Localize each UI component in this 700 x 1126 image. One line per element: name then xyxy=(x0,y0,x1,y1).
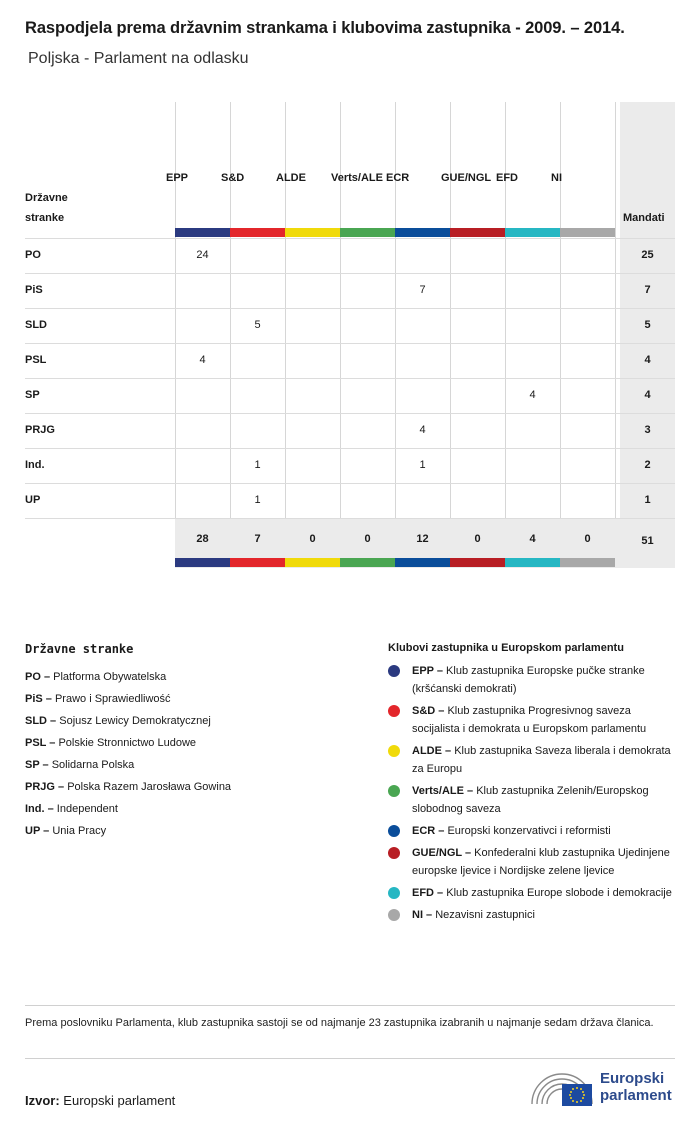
column-total: 28 xyxy=(196,533,209,545)
club-name: Klub zastupnika Zelenih/Europskog slobodnog saveza xyxy=(412,785,649,815)
club-color-bar xyxy=(395,228,450,237)
separator: – xyxy=(44,803,57,815)
table-cell: 1 xyxy=(254,459,261,471)
party-legend xyxy=(25,642,355,842)
column-total: 0 xyxy=(309,533,316,545)
divider xyxy=(25,1005,675,1006)
column-total: 0 xyxy=(584,533,591,545)
table-bottom-rule xyxy=(25,518,675,519)
table-cell: 24 xyxy=(196,249,209,261)
row-total: 5 xyxy=(644,319,651,331)
party-abbr: PSL xyxy=(25,737,47,749)
club-color-bar xyxy=(340,558,395,567)
logo-line-1: Europski xyxy=(600,1070,665,1087)
column-header-label: ALDE xyxy=(275,172,306,184)
row-party-label: PSL xyxy=(25,354,47,366)
column-header-label: GUE/NGL xyxy=(440,172,491,184)
row-total: 7 xyxy=(644,284,651,296)
party-abbr: PRJG xyxy=(25,781,55,793)
party-abbr: SLD xyxy=(25,715,47,727)
club-color-dot-icon xyxy=(388,909,400,921)
page-subtitle: Poljska - Parlament na odlasku xyxy=(28,50,249,67)
club-abbr: NI xyxy=(412,909,423,921)
table-cell: 5 xyxy=(254,319,261,331)
club-color-bar xyxy=(560,228,615,237)
table-cell: 1 xyxy=(254,494,261,506)
club-legend-item xyxy=(388,782,678,818)
party-legend-item xyxy=(25,754,355,776)
row-party-label: SLD xyxy=(25,319,47,331)
column-total: 0 xyxy=(364,533,371,545)
row-party-label: PO xyxy=(25,249,41,261)
divider xyxy=(25,1058,675,1059)
club-color-bar xyxy=(395,558,450,567)
column-header-label: EFD xyxy=(495,172,518,184)
table-cell: 4 xyxy=(529,389,536,401)
column-header-label: Verts/ALE xyxy=(330,172,383,184)
club-legend-item xyxy=(388,906,678,924)
column-header-label: S&D xyxy=(220,172,244,184)
club-color-dot-icon xyxy=(388,745,400,757)
party-legend-item xyxy=(25,666,355,688)
club-legend-title: Klubovi zastupnika u Europskom parlamentu xyxy=(388,642,624,654)
source-value: Europski parlament xyxy=(63,1093,176,1108)
separator: – xyxy=(42,693,55,705)
column-header-label: NI xyxy=(550,172,562,184)
club-abbr: EPP xyxy=(412,665,434,677)
separator: – xyxy=(441,745,455,757)
row-party-label: UP xyxy=(25,494,41,506)
party-legend-item xyxy=(25,688,355,710)
club-color-dot-icon xyxy=(388,825,400,837)
club-color-bar xyxy=(175,558,230,567)
column-header xyxy=(495,102,560,228)
club-abbr: ECR xyxy=(412,825,436,837)
row-total: 2 xyxy=(644,459,651,471)
table-row xyxy=(25,483,675,519)
party-name: Unia Pracy xyxy=(52,825,107,837)
column-header xyxy=(550,102,615,228)
column-header xyxy=(440,102,505,228)
club-color-dot-icon xyxy=(388,665,400,677)
club-color-bar xyxy=(505,558,560,567)
row-party-label: PiS xyxy=(25,284,43,296)
club-name: Europski konzervativci i reformisti xyxy=(447,825,611,837)
separator: – xyxy=(433,665,447,677)
club-color-bar xyxy=(285,228,340,237)
ep-logo xyxy=(528,1068,678,1108)
row-total: 4 xyxy=(644,354,651,366)
source xyxy=(25,1093,175,1108)
row-total: 3 xyxy=(644,424,651,436)
row-party-label: SP xyxy=(25,389,40,401)
club-legend-item xyxy=(388,822,678,840)
separator: – xyxy=(40,825,53,837)
club-color-dot-icon xyxy=(388,785,400,797)
party-abbr: Ind. xyxy=(25,803,45,815)
club-color-bar xyxy=(285,558,340,567)
total-header: Mandati xyxy=(623,212,665,224)
party-legend-item xyxy=(25,710,355,732)
table-row xyxy=(25,413,675,449)
party-legend-item xyxy=(25,732,355,754)
table-row xyxy=(25,238,675,274)
table-row xyxy=(25,343,675,379)
club-name: Nezavisni zastupnici xyxy=(435,909,535,921)
party-name: Prawo i Sprawiedliwość xyxy=(54,693,171,705)
grand-total: 51 xyxy=(641,535,654,547)
club-legend-item xyxy=(388,844,678,880)
party-abbr: PiS xyxy=(25,693,43,705)
table-cell: 4 xyxy=(419,424,426,436)
column-header xyxy=(275,102,340,228)
club-color-bar xyxy=(230,228,285,237)
table-row xyxy=(25,308,675,344)
party-name: Independent xyxy=(56,803,118,815)
club-legend-item xyxy=(388,662,678,698)
page-title: Raspodjela prema državnim strankama i klubovima zastupnika - 2009. – 2014. xyxy=(25,19,625,37)
party-legend-item xyxy=(25,798,355,820)
separator: – xyxy=(423,909,436,921)
club-abbr: ALDE xyxy=(412,745,442,757)
column-total: 12 xyxy=(416,533,429,545)
party-legend-item xyxy=(25,820,355,842)
club-color-dot-icon xyxy=(388,887,400,899)
row-party-label: Ind. xyxy=(25,459,45,471)
separator: – xyxy=(435,705,448,717)
table-cell: 4 xyxy=(199,354,206,366)
club-abbr: GUE/NGL xyxy=(412,847,462,859)
club-legend-item xyxy=(388,742,678,778)
column-total: 0 xyxy=(474,533,481,545)
column-header xyxy=(220,102,285,228)
column-header xyxy=(385,102,450,228)
party-name: Polska Razem Jarosława Gowina xyxy=(67,781,232,793)
club-color-bar xyxy=(230,558,285,567)
club-color-bar xyxy=(175,228,230,237)
column-total: 4 xyxy=(529,533,536,545)
club-legend-item xyxy=(388,884,678,902)
club-legend xyxy=(388,642,678,928)
row-total: 1 xyxy=(644,494,651,506)
party-name: Sojusz Lewicy Demokratycznej xyxy=(59,715,211,727)
column-header xyxy=(165,102,230,228)
source-label: Izvor: xyxy=(25,1093,60,1108)
club-color-bar xyxy=(450,228,505,237)
club-color-bar xyxy=(450,558,505,567)
table-row xyxy=(25,378,675,414)
separator: – xyxy=(40,671,54,683)
party-legend-item xyxy=(25,776,355,798)
separator: – xyxy=(434,887,447,899)
party-name: Platforma Obywatelska xyxy=(53,671,167,683)
club-abbr: EFD xyxy=(412,887,434,899)
column-header xyxy=(330,102,395,228)
column-header-label: ECR xyxy=(385,172,409,184)
row-header: Državne stranke xyxy=(25,192,68,224)
logo-line-2: parlament xyxy=(600,1087,672,1104)
club-color-bar xyxy=(560,558,615,567)
separator: – xyxy=(461,847,475,859)
party-name: Polskie Stronnictwo Ludowe xyxy=(58,737,197,749)
separator: – xyxy=(463,785,477,797)
separator: – xyxy=(47,715,60,727)
club-name: Klub zastupnika Europske pučke stranke (kršćanski demokrati) xyxy=(412,665,645,695)
separator: – xyxy=(46,737,59,749)
club-color-bar xyxy=(505,228,560,237)
separator: – xyxy=(39,759,52,771)
row-total: 4 xyxy=(644,389,651,401)
table-cell: 7 xyxy=(419,284,426,296)
party-name: Solidarna Polska xyxy=(51,759,135,771)
club-abbr: S&D xyxy=(412,705,436,717)
table-row xyxy=(25,448,675,484)
separator: – xyxy=(435,825,448,837)
club-color-dot-icon xyxy=(388,847,400,859)
parliament-hemicycle-icon xyxy=(528,1068,598,1108)
club-name: Klub zastupnika Europe slobode i demokracije xyxy=(446,887,672,899)
separator: – xyxy=(54,781,68,793)
club-legend-item xyxy=(388,702,678,738)
club-name: Klub zastupnika Saveza liberala i demokrata za Europu xyxy=(412,745,671,775)
club-name: Klub zastupnika Progresivnog saveza socijalista i demokrata u Europskom parlamentu xyxy=(412,705,647,735)
column-header-label: EPP xyxy=(165,172,188,184)
footnote: Prema poslovniku Parlamenta, klub zastupnika sastoji se od najmanje 23 zastupnika izabranih u najmanje sedam država članica. xyxy=(25,1017,654,1029)
club-color-bar xyxy=(340,228,395,237)
column-total: 7 xyxy=(254,533,261,545)
table-cell: 1 xyxy=(419,459,426,471)
party-abbr: SP xyxy=(25,759,40,771)
club-abbr: Verts/ALE xyxy=(412,785,464,797)
row-party-label: PRJG xyxy=(25,424,55,436)
party-legend-title: Državne stranke xyxy=(25,642,134,656)
club-name: Konfederalni klub zastupnika Ujedinjene europske ljevice i Nordijske zelene ljevice xyxy=(412,847,670,877)
club-color-dot-icon xyxy=(388,705,400,717)
party-abbr: UP xyxy=(25,825,41,837)
row-total: 25 xyxy=(641,249,654,261)
party-abbr: PO xyxy=(25,671,41,683)
table-row xyxy=(25,273,675,309)
